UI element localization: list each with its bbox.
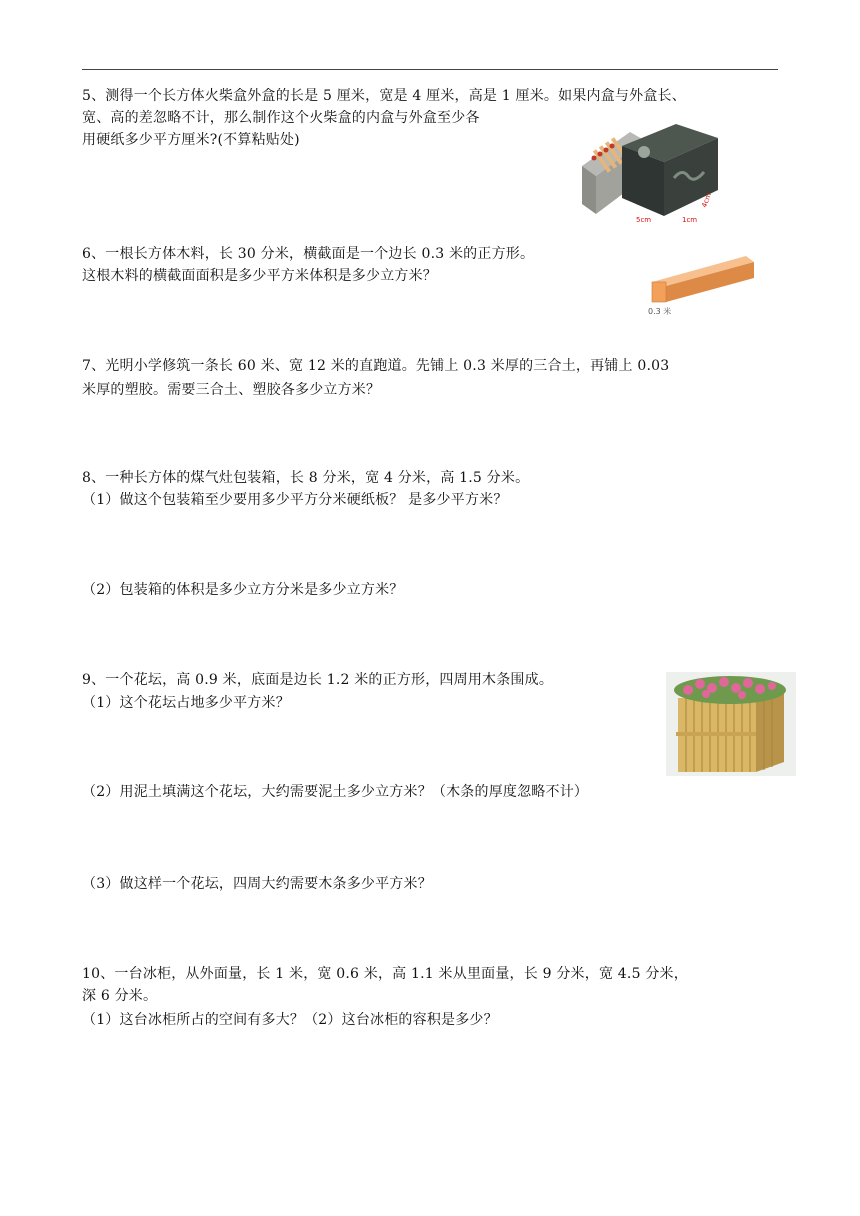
q10-line-1: 10、一台冰柜，从外面量，长 1 米，宽 0.6 米，高 1.1 米从里面量，长 9 分米，宽 4.5 分米， bbox=[82, 966, 688, 982]
q8-part-1: （1）做这个包装箱至少要用多少平方分米硬纸板？ 是多少平方米？ bbox=[82, 492, 508, 508]
beam-size-label: 0.3 米 bbox=[648, 307, 672, 316]
wood-beam-image bbox=[642, 252, 760, 318]
matchbox-length-label: 5cm bbox=[636, 216, 652, 224]
q5-line-2: 宽、高的差忽略不计，那么制作这个火柴盒的内盒与外盒至少各 bbox=[82, 110, 480, 126]
q9-part-3: （3）做这样一个花坛，四周大约需要木条多少平方米？ bbox=[82, 876, 432, 892]
top-divider bbox=[82, 69, 778, 70]
matchbox-height-label: 1cm bbox=[682, 216, 698, 224]
q8-part-2: （2）包装箱的体积是多少立方分米是多少立方米？ bbox=[82, 582, 404, 598]
q5-line-1: 5、测得一个长方体火柴盒外盒的长是 5 厘米，宽是 4 厘米，高是 1 厘米。如果内盒与外盒长、 bbox=[82, 88, 686, 104]
flower-bed-image bbox=[666, 672, 796, 776]
q6-line-2: 这根木料的横截面面积是多少平方米体积是多少立方米？ bbox=[82, 268, 437, 284]
q5-line-3: 用硬纸多少平方厘米?(不算粘贴处) bbox=[82, 132, 300, 148]
q10-line-2: 深 6 分米。 bbox=[82, 988, 158, 1004]
q9-line-1: 9、一个花坛，高 0.9 米，底面是边长 1.2 米的正方形，四周用木条围成。 bbox=[82, 672, 554, 688]
q7-line-1: 7、光明小学修筑一条长 60 米、宽 12 米的直跑道。先铺上 0.3 米厚的三合土，再铺上 0.03 bbox=[82, 358, 670, 374]
q6-line-1: 6、一根长方体木料，长 30 分米，横截面是一个边长 0.3 米的正方形。 bbox=[82, 246, 535, 262]
matchbox-width-label: 4cm bbox=[700, 191, 714, 209]
q7-line-2: 米厚的塑胶。需要三合土、塑胶各多少立方米？ bbox=[82, 382, 381, 398]
q8-line-1: 8、一种长方体的煤气灶包装箱，长 8 分米，宽 4 分米，高 1.5 分米。 bbox=[82, 470, 530, 486]
q10-line-3: （1）这台冰柜所占的空间有多大？（2）这台冰柜的容积是多少？ bbox=[82, 1012, 498, 1028]
q9-part-1: （1）这个花坛占地多少平方米？ bbox=[82, 695, 290, 711]
q9-part-2: （2）用泥土填满这个花坛，大约需要泥土多少立方米？（木条的厚度忽略不计） bbox=[82, 784, 589, 800]
matchbox-image bbox=[578, 118, 720, 230]
